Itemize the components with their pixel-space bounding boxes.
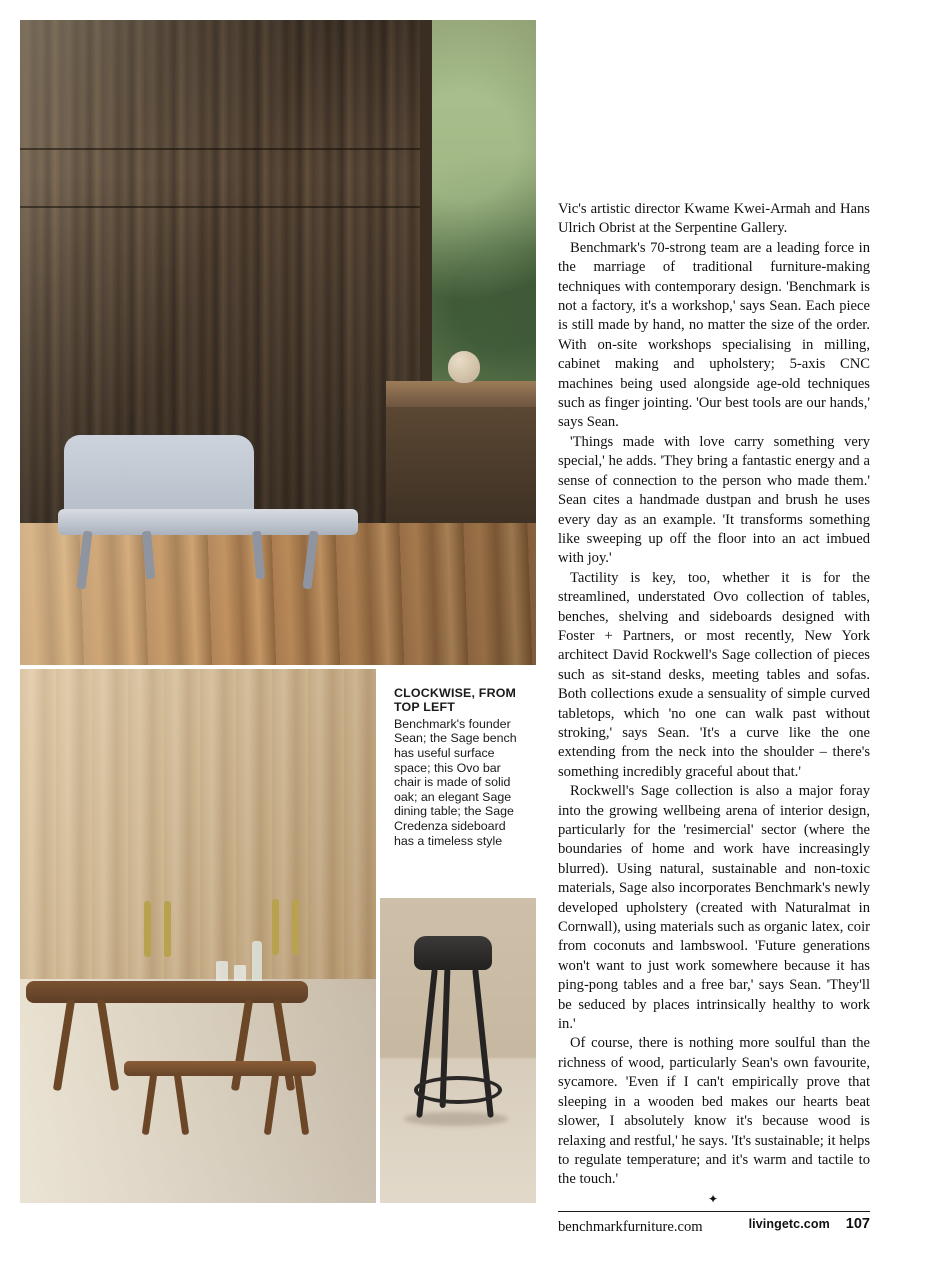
water-bottle	[252, 941, 262, 983]
door-handle	[164, 901, 171, 957]
page-number: 107	[845, 1216, 870, 1232]
photo-caption	[394, 686, 524, 848]
bench-leg	[142, 531, 155, 580]
door-handle	[272, 899, 279, 955]
ceramic-vase	[448, 351, 480, 383]
drinking-glass	[216, 961, 228, 983]
door-handle	[292, 899, 299, 955]
caption-body: Benchmark's founder Sean; the Sage bench has useful surface space; this Ovo bar chair is made of solid oak; an elegant Sage dining table; the Sage Credenza sideboard has a timeless style	[394, 716, 517, 848]
body-paragraph: Benchmark's 70-strong team are a leading force in the marriage of traditional furniture-making techniques with contemporary design. 'Benchmark is not a factory, it's a workshop,' says Sean. Each piece is still made by hand, no matter the size of the order. With on-site workshops specialising in milling, cabinet making and upholstery; 5-axis CNC machines being used alongside age-old techniques such as finger jointing. 'Our best tools are our hands,' says Sean.	[558, 239, 870, 431]
photo-dining-table-and-bench	[20, 669, 376, 1203]
door-handle	[144, 901, 151, 957]
body-paragraph: Of course, there is nothing more soulful than the richness of wood, particularly Sean's own favourite, sycamore. 'Even if I can't empirically prove that sleeping in a wooden bed makes our hearts beat slower, I absolutely know it's because wood is relaxing and restful,' he says. 'It's sustainable; it helps to regulate temperature; and it's warm and tactile to the touch.'	[558, 1035, 870, 1188]
stool-footrest-ring	[414, 1076, 502, 1104]
magazine-website: livingetc.com	[748, 1217, 830, 1231]
source-url: benchmarkfurniture.com	[558, 1218, 703, 1235]
sill-cabinet	[386, 407, 536, 525]
photo-bench-in-wood-panelled-room	[20, 20, 536, 665]
body-paragraph: 'Things made with love carry something very special,' he adds. 'They bring a fantastic energy and a sense of connection to the person who made them.' Sean cites a handmade dustpan and brush he uses every day as an example. 'It transforms something like sweeping up off the floor into an act imbued with joy.'	[558, 433, 870, 567]
photo-ovo-bar-chair	[380, 898, 536, 1203]
body-paragraph: Vic's artistic director Kwame Kwei-Armah and Hans Ulrich Obrist at the Serpentine Gallery.	[558, 201, 870, 237]
sage-bench	[58, 435, 358, 575]
bench-leg	[252, 531, 265, 580]
caption-heading: CLOCKWISE, FROM TOP LEFT	[394, 686, 517, 715]
divider-rule	[558, 1211, 870, 1212]
body-paragraph: Rockwell's Sage collection is also a major foray into the growing wellbeing arena of interior design, particularly for the 'resimercial' sector (where the boundaries of home and work have increasingly blurred). Using natural, sustainable and non-toxic materials, Sage also incorporates Benchmark's newly developed upholstery (created with Naturalmat in Cornwall), using materials such as organic latex, coir from coconuts and lambswool. 'Future generations won't want to just work somewhere because it has ping-pong tables and a free bar,' says Sean. 'They'll be seduced by places intrinsically healthy to work in.'	[558, 783, 870, 1033]
article-body-column	[558, 200, 870, 1237]
stone-floor	[20, 979, 376, 1203]
article-end-mark: ✦	[707, 1191, 721, 1206]
body-paragraph: Tactility is key, too, whether it is for the streamlined, understated Ovo collection of tables, benches, shelving and sideboards designed with Foster + Partners, or most recently, New York architect David Rockwell's Sage collection of pieces such as sit-stand desks, meeting tables and sofas. Both collections exude a sensuality of simple curved tabletops, which 'no one can walk past without stroking,' says Sean. 'It's a curve like the one extending from the neck into the shoulder – there's something incredibly graceful about that.'	[558, 569, 870, 780]
stool-seat	[414, 936, 492, 970]
page-footer	[749, 1216, 870, 1232]
window-sill	[386, 381, 536, 407]
oak-panelled-doors	[20, 669, 376, 989]
